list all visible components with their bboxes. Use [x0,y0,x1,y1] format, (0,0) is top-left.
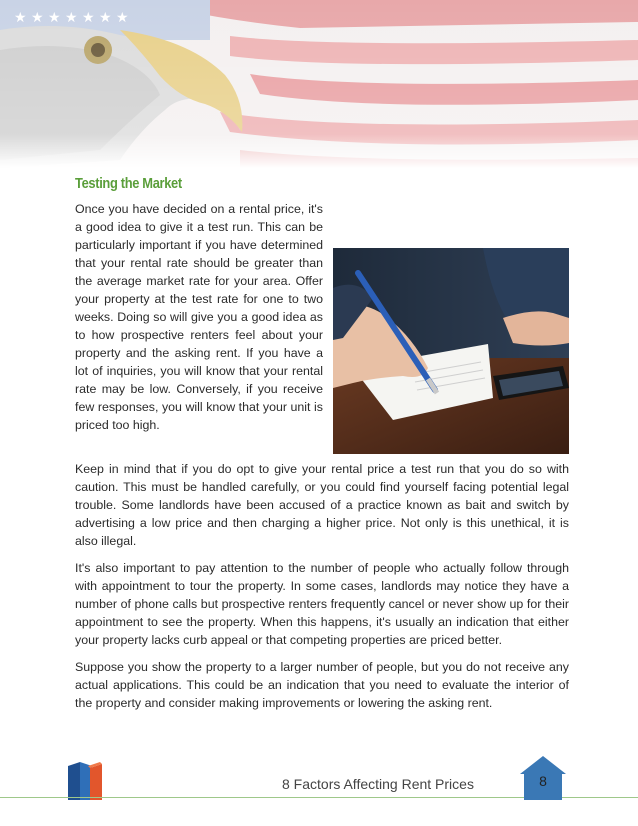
page-number: 8 [539,773,547,789]
section-heading: Testing the Market [75,175,182,192]
paragraph-1: Once you have decided on a rental price, it's a good idea to give it a test run. This can be particularly important if you have determined that your rental rate should be greater than the average market rate for your area. Offer your property at the test rate for one to two weeks. Doing so will give you a good idea as to how prospective renters feel about your property and the asking rent. If you have a lot of inquiries, you will know that your rental rate may be low. Conversely, if you receive few responses, you will know that your unit is priced too high. [75,202,323,432]
building-logo-graphic [66,760,104,802]
signing-document-photo [333,248,569,454]
paragraph-4: Suppose you show the property to a larger number of people, but you do not receive any actual applications. This could be an indication that you need to evaluate the interior of the property and consider making improvements or lowering the asking rent. [75,660,569,710]
main-content [75,174,569,721]
eagle-flag-banner [0,0,638,168]
paragraph-3: It's also important to pay attention to the number of people who actually follow through with appointment to tour the property. In some cases, landlords may notice they have a number of phone calls but prospective renters frequently cancel or never show up for their appointment to see the property. When this happens, it's usually an indication that either your property lacks curb appeal or that competing properties are priced better. [75,561,569,647]
building-logo-icon [66,760,104,807]
signing-document-icon [333,248,569,454]
eagle-flag-banner-icon [0,0,638,168]
first-paragraph-wrap [75,200,569,460]
footer-title: 8 Factors Affecting Rent Prices [282,776,474,792]
paragraph-2: Keep in mind that if you do opt to give your rental price a test run that you do so with caution. This must be handled carefully, or you could find yourself facing potential legal trouble. Some landlords have been accused of a practice known as bait and switch by advertising a low price and then charging a higher price. Not only is this unethical, it is also illegal. [75,462,569,548]
